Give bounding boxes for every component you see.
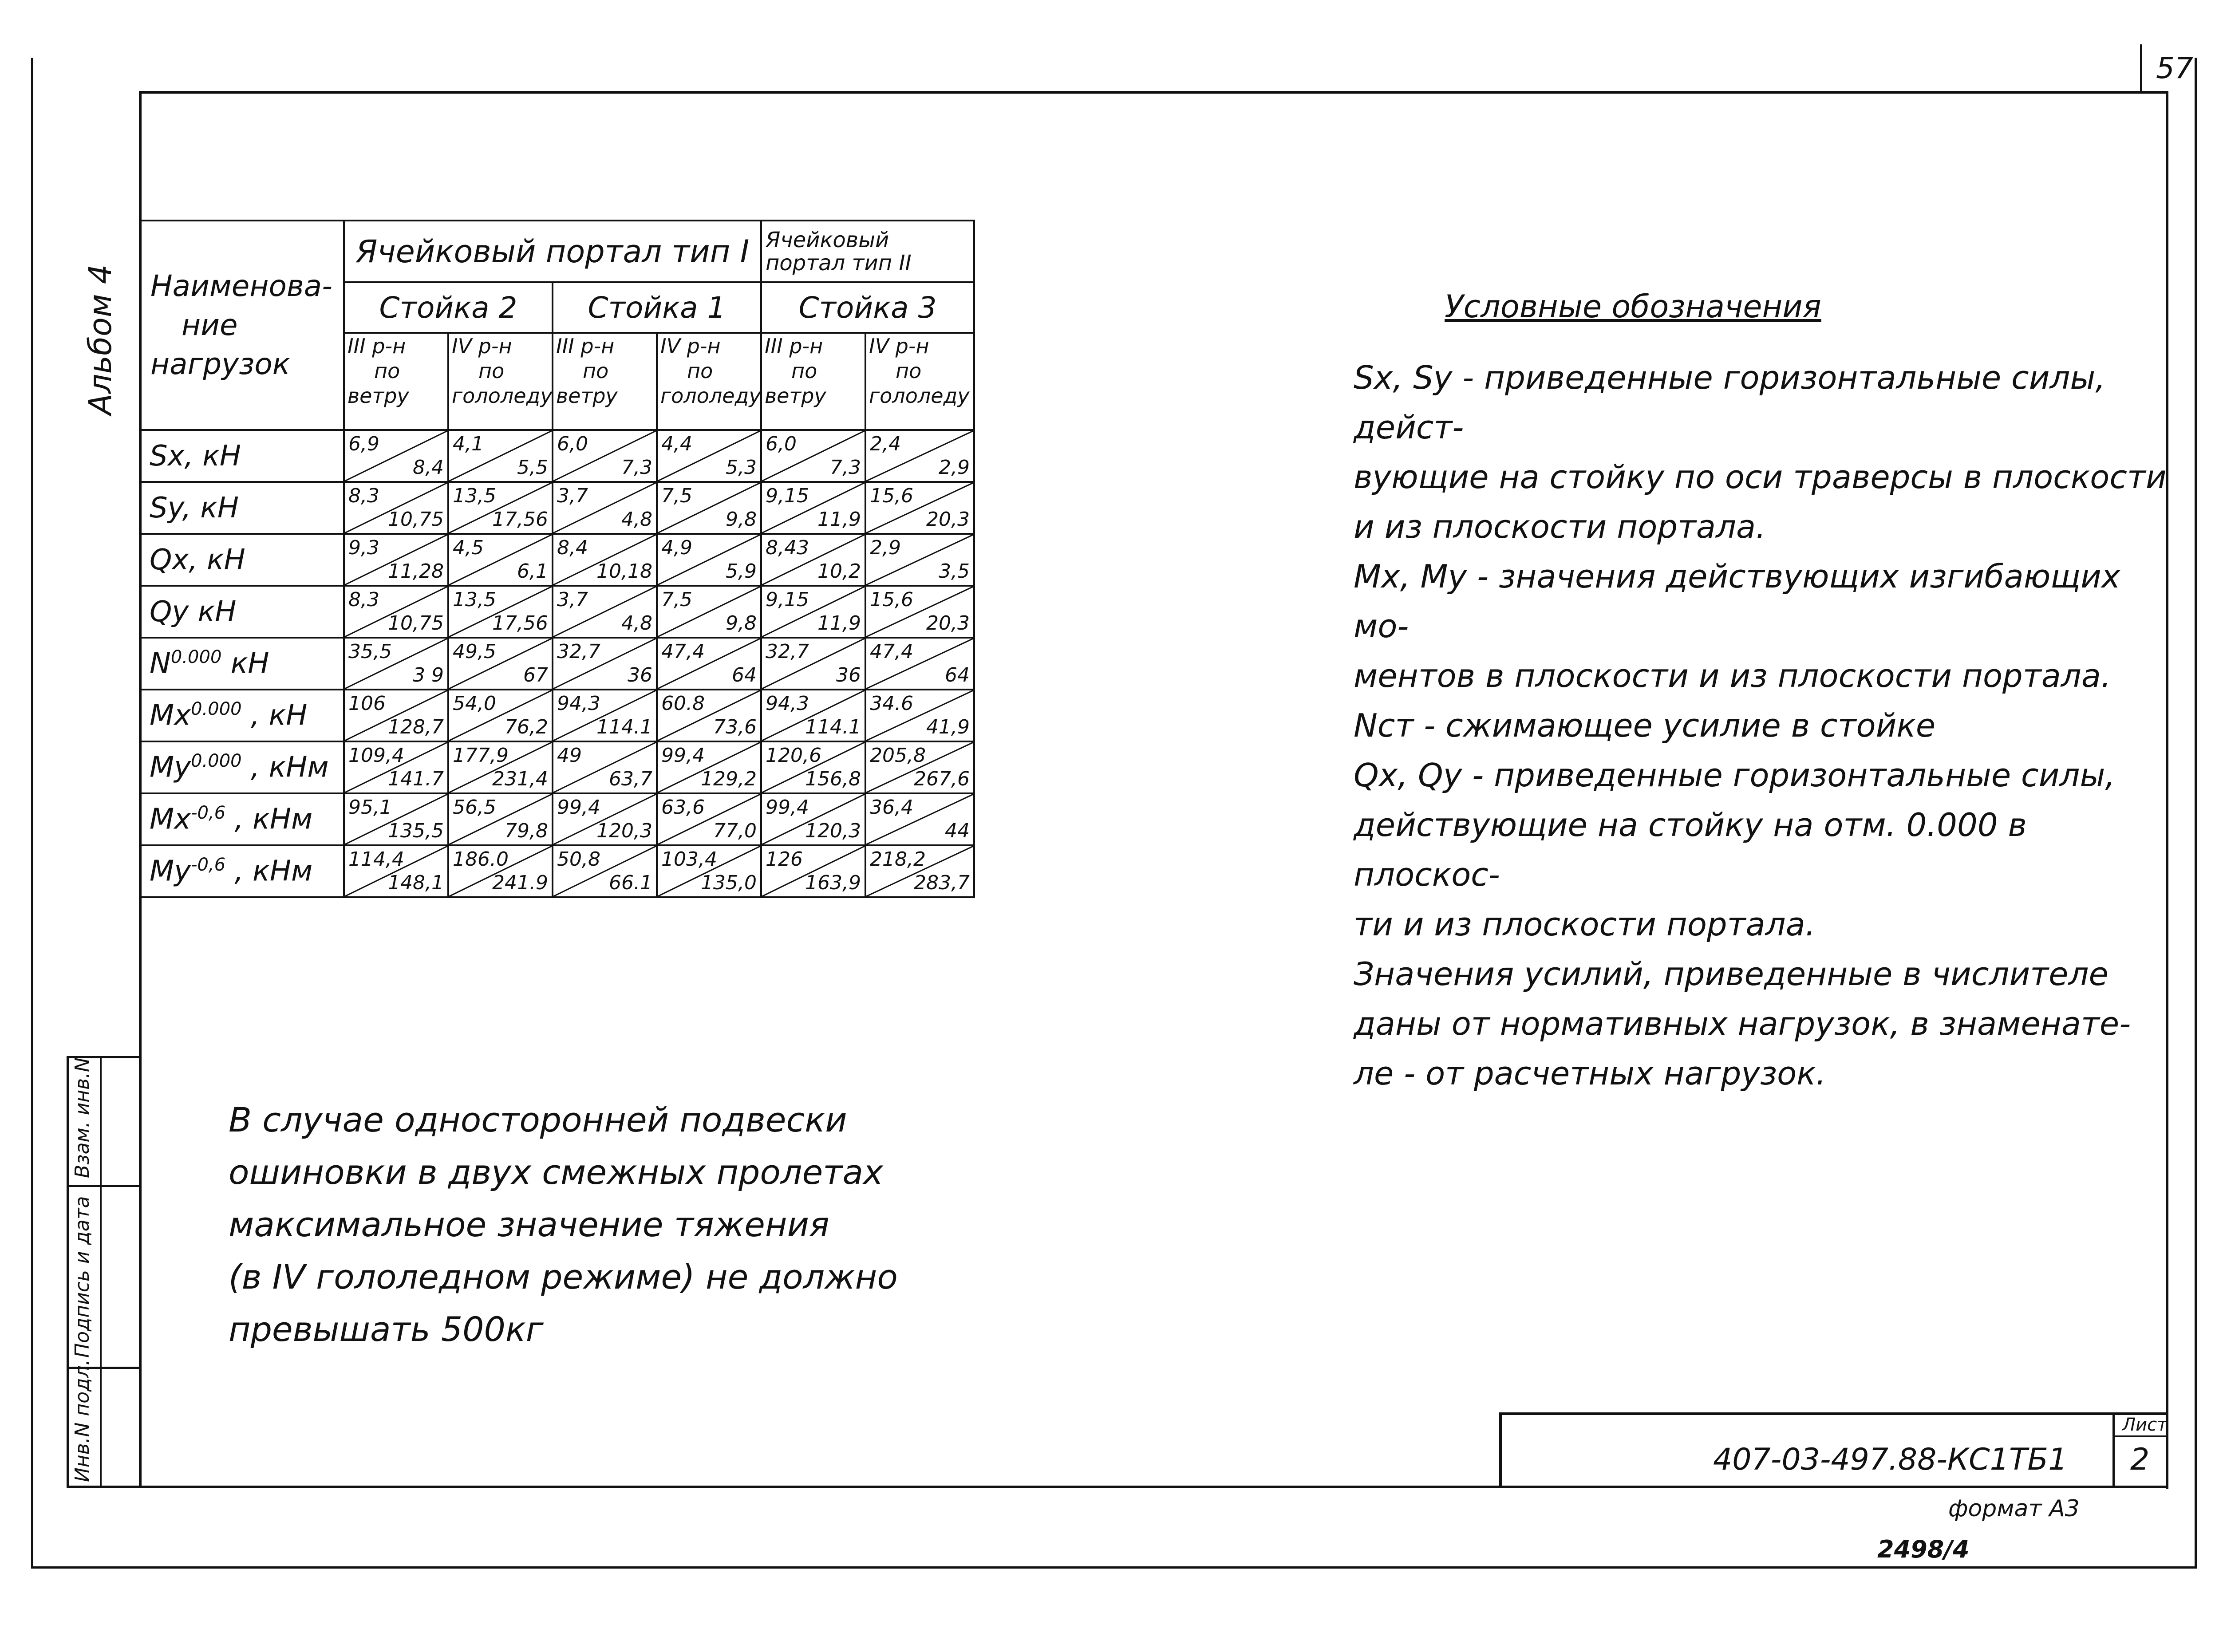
value-cell [761, 534, 865, 586]
value-cell [761, 741, 865, 793]
legend-line: Значения усилий, приведенные в числителе [1354, 955, 2108, 993]
design-value: 2,9 [939, 456, 970, 479]
value-cell [448, 690, 553, 741]
normative-value: 9,3 [348, 536, 379, 559]
value-cell [657, 793, 761, 845]
mode-header: III р-н по ветру [553, 333, 657, 430]
value-cell [761, 586, 865, 638]
design-value: 36 [836, 664, 861, 686]
design-value: 79,8 [505, 820, 548, 842]
normative-value: 49,5 [453, 640, 496, 663]
normative-value: 3,7 [557, 588, 588, 611]
value-cell [865, 482, 974, 534]
normative-value: 3,7 [557, 485, 588, 507]
inventory-number: 2498/4 [1877, 1535, 1970, 1563]
normative-value: 126 [766, 848, 803, 871]
stamp-sheet-label-line [2112, 1435, 2167, 1437]
normative-value: 177,9 [453, 744, 509, 767]
design-value: 41,9 [926, 716, 970, 738]
normative-value: 4,9 [661, 536, 692, 559]
normative-value: 54,0 [453, 692, 496, 715]
normative-value: 8,4 [557, 536, 588, 559]
note-line: В случае односторонней подвески [229, 1100, 847, 1139]
value-cell [553, 741, 657, 793]
value-cell [448, 793, 553, 845]
mode-header: IV р-н по гололеду [657, 333, 761, 430]
stand-3-header: Стойка 3 [761, 282, 974, 333]
frame-top-line [139, 91, 2167, 94]
value-cell [761, 793, 865, 845]
design-value: 141.7 [388, 768, 444, 790]
normative-value: 47,4 [870, 640, 913, 663]
value-cell [761, 430, 865, 482]
value-cell [448, 534, 553, 586]
normative-value: 94,3 [557, 692, 600, 715]
name-column-header: Наименова- ние нагрузок [140, 221, 344, 430]
value-cell [553, 690, 657, 741]
normative-value: 15,6 [870, 485, 913, 507]
value-cell [553, 793, 657, 845]
value-cell [657, 845, 761, 897]
note-line: максимальное значение тяжения [229, 1205, 829, 1244]
load-label: $N^{0.000}$ кН [140, 638, 344, 690]
value-cell [553, 845, 657, 897]
value-cell [657, 638, 761, 690]
normative-value: 36,4 [870, 796, 913, 819]
value-cell [344, 741, 448, 793]
load-label: $Mx^{-0,6}$ , кНм [140, 793, 344, 845]
document-code: 407-03-497.88-КС1ТБ1 [1713, 1442, 2068, 1477]
design-value: 5,5 [517, 456, 548, 479]
outer-bottom-line [31, 1566, 2197, 1569]
design-value: 241.9 [492, 871, 548, 894]
side-strip-divider-2 [67, 1185, 140, 1187]
normative-value: 35,5 [348, 640, 392, 663]
design-value: 73,6 [713, 716, 757, 738]
design-value: 114.1 [805, 716, 861, 738]
value-cell [761, 690, 865, 741]
value-cell [448, 586, 553, 638]
table-row [140, 638, 974, 690]
design-value: 11,28 [388, 560, 444, 583]
value-cell [553, 638, 657, 690]
design-value: 128,7 [388, 716, 444, 738]
table-row [140, 741, 974, 793]
value-cell [761, 845, 865, 897]
value-cell [865, 690, 974, 741]
design-value: 135,0 [701, 871, 757, 894]
normative-value: 99,4 [661, 744, 705, 767]
normative-value: 49 [557, 744, 582, 767]
normative-value: 186.0 [453, 848, 509, 871]
design-value: 63,7 [609, 768, 652, 790]
normative-value: 60.8 [661, 692, 705, 715]
value-cell [448, 741, 553, 793]
design-value: 129,2 [701, 768, 757, 790]
normative-value: 218,2 [870, 848, 926, 871]
normative-value: 103,4 [661, 848, 717, 871]
normative-value: 50,8 [557, 848, 600, 871]
value-cell [344, 430, 448, 482]
design-value: 67 [523, 664, 548, 686]
value-cell [448, 430, 553, 482]
value-cell [344, 534, 448, 586]
stand-1-header: Стойка 1 [553, 282, 761, 333]
design-value: 44 [945, 820, 970, 842]
mode-header: III р-н по ветру [344, 333, 448, 430]
design-value: 163,9 [805, 871, 861, 894]
value-cell [865, 638, 974, 690]
legend-line: Nст - сжимающее усилие в стойке [1354, 707, 1936, 744]
legend-title: Условные обозначения [1445, 288, 1821, 325]
design-value: 64 [732, 664, 757, 686]
design-value: 231,4 [492, 768, 548, 790]
value-cell [344, 482, 448, 534]
design-value: 10,18 [596, 560, 652, 583]
outer-left-line [31, 58, 33, 1569]
value-cell [553, 482, 657, 534]
value-cell [865, 793, 974, 845]
value-cell [865, 741, 974, 793]
normative-value: 47,4 [661, 640, 705, 663]
design-value: 20,3 [926, 508, 970, 531]
design-value: 36 [628, 664, 652, 686]
load-label: Sx, кН [140, 430, 344, 482]
normative-value: 6,9 [348, 433, 379, 455]
table-row [140, 845, 974, 897]
normative-value: 32,7 [557, 640, 600, 663]
normative-value: 8,43 [766, 536, 809, 559]
design-value: 4,8 [621, 612, 652, 635]
mode-header: III р-н по ветру [761, 333, 865, 430]
normative-value: 9,15 [766, 485, 809, 507]
value-cell [448, 482, 553, 534]
page-number: 57 [2156, 51, 2193, 85]
note-line: превышать 500кг [229, 1309, 544, 1349]
frame-bottom-line [67, 1486, 2167, 1488]
value-cell [865, 430, 974, 482]
page-no-box-left [2140, 44, 2142, 93]
value-cell [344, 586, 448, 638]
value-cell [657, 534, 761, 586]
paper-format: формат А3 [1948, 1495, 2080, 1522]
design-value: 10,75 [388, 508, 444, 531]
legend-line: ментов в плоскости и из плоскости портала. [1354, 657, 2111, 694]
normative-value: 94,3 [766, 692, 809, 715]
value-cell [657, 482, 761, 534]
normative-value: 99,4 [557, 796, 600, 819]
normative-value: 6,0 [557, 433, 588, 455]
outer-right-line [2195, 58, 2197, 1569]
normative-value: 9,15 [766, 588, 809, 611]
normative-value: 56,5 [453, 796, 496, 819]
normative-value: 106 [348, 692, 386, 715]
value-cell [448, 638, 553, 690]
design-value: 156,8 [805, 768, 861, 790]
side-label-inventory: Инв.N подл. [71, 1359, 94, 1482]
load-label: $My^{0.000}$ , кНм [140, 741, 344, 793]
legend-line: Qx, Qy - приведенные горизонтальные силы, [1354, 757, 2116, 794]
load-label: Sy, кН [140, 482, 344, 534]
value-cell [865, 845, 974, 897]
normative-value: 7,5 [661, 588, 692, 611]
table-row [140, 482, 974, 534]
design-value: 10,2 [817, 560, 861, 583]
normative-value: 95,1 [348, 796, 392, 819]
value-cell [344, 690, 448, 741]
normative-value: 4,4 [661, 433, 692, 455]
value-cell [657, 586, 761, 638]
design-value: 5,9 [726, 560, 757, 583]
normative-value: 32,7 [766, 640, 809, 663]
side-label-replace: Взам. инв.N [71, 1057, 94, 1178]
design-value: 120,3 [805, 820, 861, 842]
table-row [140, 793, 974, 845]
normative-value: 4,5 [453, 536, 484, 559]
design-value: 267,6 [914, 768, 970, 790]
sheet-number: 2 [2130, 1442, 2150, 1477]
normative-value: 120,6 [766, 744, 821, 767]
design-value: 6,1 [517, 560, 548, 583]
normative-value: 2,9 [870, 536, 901, 559]
note-text [229, 1094, 1072, 1356]
normative-value: 7,5 [661, 485, 692, 507]
load-label: Qx, кН [140, 534, 344, 586]
value-cell [865, 586, 974, 638]
value-cell [865, 534, 974, 586]
value-cell [761, 482, 865, 534]
normative-value: 63,6 [661, 796, 705, 819]
table-row [140, 690, 974, 741]
design-value: 11,9 [817, 612, 861, 635]
stamp-top-line [1499, 1412, 2167, 1415]
note-line: ошиновки в двух смежных пролетах [229, 1152, 884, 1192]
portal-type-1-header: Ячейковый портал тип I [344, 221, 761, 282]
mode-header: IV р-н по гололеду [865, 333, 974, 430]
value-cell [553, 586, 657, 638]
sheet-label: Лист [2122, 1415, 2168, 1435]
side-strip-left [67, 1056, 69, 1486]
design-value: 5,3 [726, 456, 757, 479]
value-cell [761, 638, 865, 690]
legend-line: Mx, My - значения действующих изгибающих мо- [1354, 558, 2120, 645]
normative-value: 6,0 [766, 433, 797, 455]
design-value: 4,8 [621, 508, 652, 531]
design-value: 10,75 [388, 612, 444, 635]
loads-table [139, 220, 975, 898]
legend-line: вующие на стойку по оси траверсы в плоскости [1354, 458, 2167, 496]
value-cell [657, 741, 761, 793]
load-label: $My^{-0,6}$ , кНм [140, 845, 344, 897]
design-value: 17,56 [492, 508, 548, 531]
design-value: 11,9 [817, 508, 861, 531]
design-value: 20,3 [926, 612, 970, 635]
value-cell [344, 638, 448, 690]
portal-type-2-header: Ячейковый портал тип II [761, 221, 974, 282]
legend-text [1354, 353, 2179, 1098]
design-value: 77,0 [713, 820, 757, 842]
normative-value: 8,3 [348, 588, 379, 611]
normative-value: 13,5 [453, 588, 496, 611]
normative-value: 4,1 [453, 433, 484, 455]
design-value: 148,1 [388, 871, 444, 894]
design-value: 76,2 [505, 716, 548, 738]
side-strip-mid [100, 1056, 102, 1486]
side-label-signature: Подпись и дата [71, 1196, 94, 1358]
design-value: 8,4 [413, 456, 444, 479]
value-cell [344, 845, 448, 897]
value-cell [657, 690, 761, 741]
value-cell [553, 534, 657, 586]
design-value: 114.1 [596, 716, 652, 738]
design-value: 7,3 [621, 456, 652, 479]
value-cell [448, 845, 553, 897]
normative-value: 205,8 [870, 744, 926, 767]
legend-line: даны от нормативных нагрузок, в знаменате- [1354, 1005, 2131, 1042]
design-value: 120,3 [596, 820, 652, 842]
normative-value: 114,4 [348, 848, 404, 871]
legend-line: действующие на стойку на отм. 0.000 в плоскос- [1354, 806, 2027, 893]
normative-value: 13,5 [453, 485, 496, 507]
value-cell [657, 430, 761, 482]
mode-header: IV р-н по гололеду [448, 333, 553, 430]
legend-line: и из плоскости портала. [1354, 508, 1766, 545]
note-line: (в IV гололедном режиме) не должно [229, 1257, 898, 1297]
design-value: 64 [945, 664, 970, 686]
design-value: 17,56 [492, 612, 548, 635]
normative-value: 8,3 [348, 485, 379, 507]
load-label: $Mx^{0.000}$ , кН [140, 690, 344, 741]
stamp-left-line [1499, 1412, 1502, 1488]
table-row [140, 534, 974, 586]
design-value: 9,8 [726, 612, 757, 635]
value-cell [344, 793, 448, 845]
design-value: 3 9 [413, 664, 444, 686]
normative-value: 34.6 [870, 692, 913, 715]
table-row [140, 430, 974, 482]
legend-line: Sx, Sy - приведенные горизонтальные силы, дейст- [1354, 359, 2106, 446]
design-value: 9,8 [726, 508, 757, 531]
design-value: 3,5 [939, 560, 970, 583]
table-row [140, 586, 974, 638]
value-cell [553, 430, 657, 482]
normative-value: 15,6 [870, 588, 913, 611]
load-label: Qy кН [140, 586, 344, 638]
legend-line: ле - от расчетных нагрузок. [1354, 1055, 1826, 1092]
design-value: 135,5 [388, 820, 444, 842]
table-body [140, 430, 974, 897]
normative-value: 109,4 [348, 744, 404, 767]
design-value: 7,3 [830, 456, 861, 479]
stamp-sheet-divider [2112, 1412, 2115, 1488]
normative-value: 99,4 [766, 796, 809, 819]
design-value: 283,7 [914, 871, 970, 894]
album-label: Альбом 4 [82, 264, 118, 415]
stand-2-header: Стойка 2 [344, 282, 553, 333]
normative-value: 2,4 [870, 433, 901, 455]
design-value: 66.1 [609, 871, 652, 894]
legend-line: ти и из плоскости портала. [1354, 906, 1816, 943]
